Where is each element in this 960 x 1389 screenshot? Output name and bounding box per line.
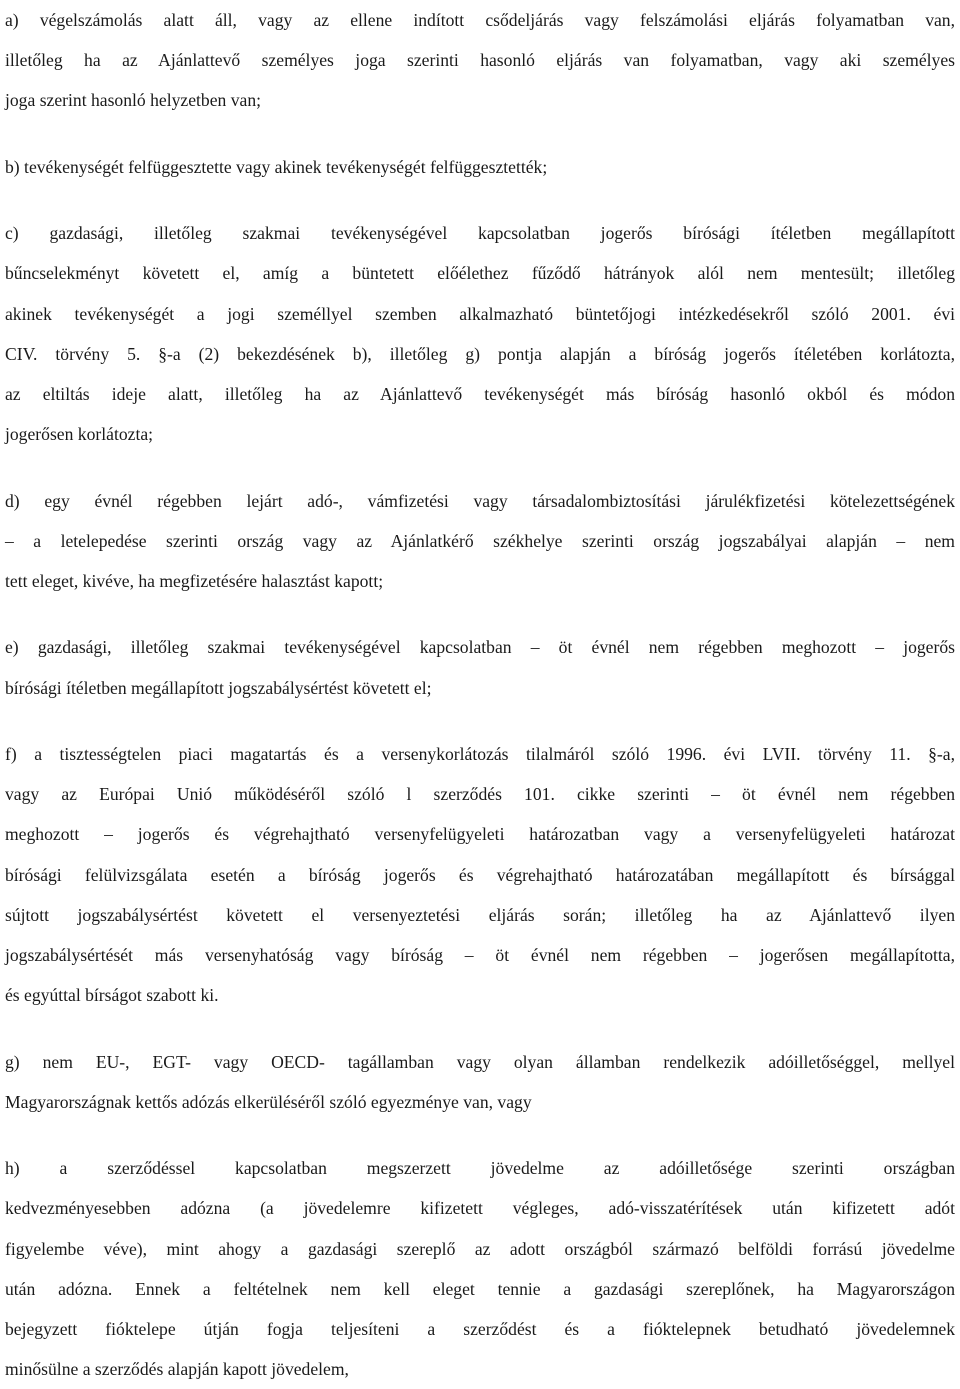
- text-line: bűncselekményt követett el, amíg a büntetett előélethez fűződő hátrányok alól nem mentesült; illetőleg: [5, 263, 955, 284]
- text-line: f) a tisztességtelen piaci magatartás és a versenykorlátozás tilalmáról szóló 1996. évi LVII. törvény 11. §-a,: [5, 743, 955, 764]
- paragraph-c: [5, 213, 955, 454]
- text-line: vagy az Európai Unió működéséről szóló l szerződés 101. cikke szerinti – öt évnél nem régebben: [5, 784, 955, 805]
- text-line: c) gazdasági, illetőleg szakmai tevékenységével kapcsolatban jogerős bírósági ítéletben megállapított: [5, 223, 955, 244]
- text-line: jogszabálysértését más versenyhatóság vagy bíróság – öt évnél nem régebben – jogerősen megállapította,: [5, 945, 955, 965]
- text-line: CIV. törvény 5. §-a (2) bekezdésének b), illetőleg g) pontja alapján a bíróság jogerős ítéletében korlátozta,: [5, 343, 955, 364]
- text-line: illetőleg ha az Ajánlattevő személyes joga szerinti hasonló eljárás van folyamatban, vagy aki személyes: [5, 50, 955, 71]
- paragraph-d: [5, 481, 955, 602]
- text-line: a) végelszámolás alatt áll, vagy az ellene indított csődeljárás vagy felszámolási eljárás folyamatban van,: [5, 10, 955, 30]
- text-line: jogerősen korlátozta;: [5, 424, 154, 445]
- text-line: joga szerint hasonló helyzetben van;: [5, 90, 262, 111]
- paragraph-g: [5, 1042, 955, 1122]
- text-line: – a letelepedése szerinti ország vagy az Ajánlatkérő székhelye szerinti ország jogszabályai alapján – nem: [5, 530, 955, 551]
- text-line: bírósági ítéletben megállapított jogszabálysértést követett el;: [5, 677, 432, 698]
- paragraph-h: [5, 1148, 955, 1389]
- text-line: kedvezményesebben adózna (a jövedelemre kifizetett végleges, adó-visszatérítések után kifizetett adót: [5, 1198, 955, 1219]
- text-line: g) nem EU-, EGT- vagy OECD- tagállamban vagy olyan államban rendelkezik adóilletőséggel, mellyel: [5, 1051, 955, 1072]
- paragraph-a: [5, 0, 955, 121]
- text-line: b) tevékenységét felfüggesztette vagy akinek tevékenységét felfüggesztették;: [5, 156, 548, 177]
- text-line: Magyarországnak kettős adózás elkerüléséről szóló egyezménye van, vagy: [5, 1091, 532, 1112]
- text-line: bírósági felülvizsgálata esetén a bíróság jogerős és végrehajtható határozatában megállapított és bírsággal: [5, 864, 955, 885]
- paragraph-b: [5, 147, 955, 187]
- text-line: d) egy évnél régebben lejárt adó-, vámfizetési vagy társadalombiztosítási járulékfizetési kötelezettségének: [5, 490, 955, 511]
- text-line: akinek tevékenységét a jogi személlyel szemben alkalmazható büntetőjogi intézkedésekről szóló 2001. évi: [5, 303, 955, 324]
- text-line: figyelembe véve), mint ahogy a gazdasági szereplő az adott országból származó belföldi forrású jövedelme: [5, 1238, 955, 1259]
- text-line: után adózna. Ennek a feltételnek nem kell eleget tennie a gazdasági szereplőnek, ha Magyarországon: [5, 1278, 955, 1299]
- text-line: bejegyzett fióktelepe útján fogja teljesíteni a szerződést és a fióktelepnek betudható jövedelemnek: [5, 1319, 955, 1339]
- text-line: h) a szerződéssel kapcsolatban megszerzett jövedelme az adóilletősége szerinti országban: [5, 1158, 955, 1179]
- paragraph-f: [5, 734, 955, 1015]
- text-line: sújtott jogszabálysértést követett el versenyeztetési eljárás során; illetőleg ha az Ajánlattevő ilyen: [5, 904, 955, 925]
- text-line: meghozott – jogerős és végrehajtható versenyfelügyeleti határozatban vagy a versenyfelügyeleti határozat: [5, 824, 955, 845]
- text-line: és egyúttal bírságot szabott ki.: [5, 985, 219, 1006]
- text-line: e) gazdasági, illetőleg szakmai tevékenységével kapcsolatban – öt évnél nem régebben meghozott – jogerős: [5, 637, 955, 658]
- text-line: tett eleget, kivéve, ha megfizetésére halasztást kapott;: [5, 571, 384, 591]
- text-line: minősülne a szerződés alapján kapott jövedelem,: [5, 1359, 349, 1380]
- paragraph-e: [5, 627, 955, 707]
- text-line: az eltiltás ideje alatt, illetőleg ha az Ajánlattevő tevékenységét más bíróság hasonló okból és módon: [5, 384, 955, 404]
- document-page: [5, 0, 955, 1389]
